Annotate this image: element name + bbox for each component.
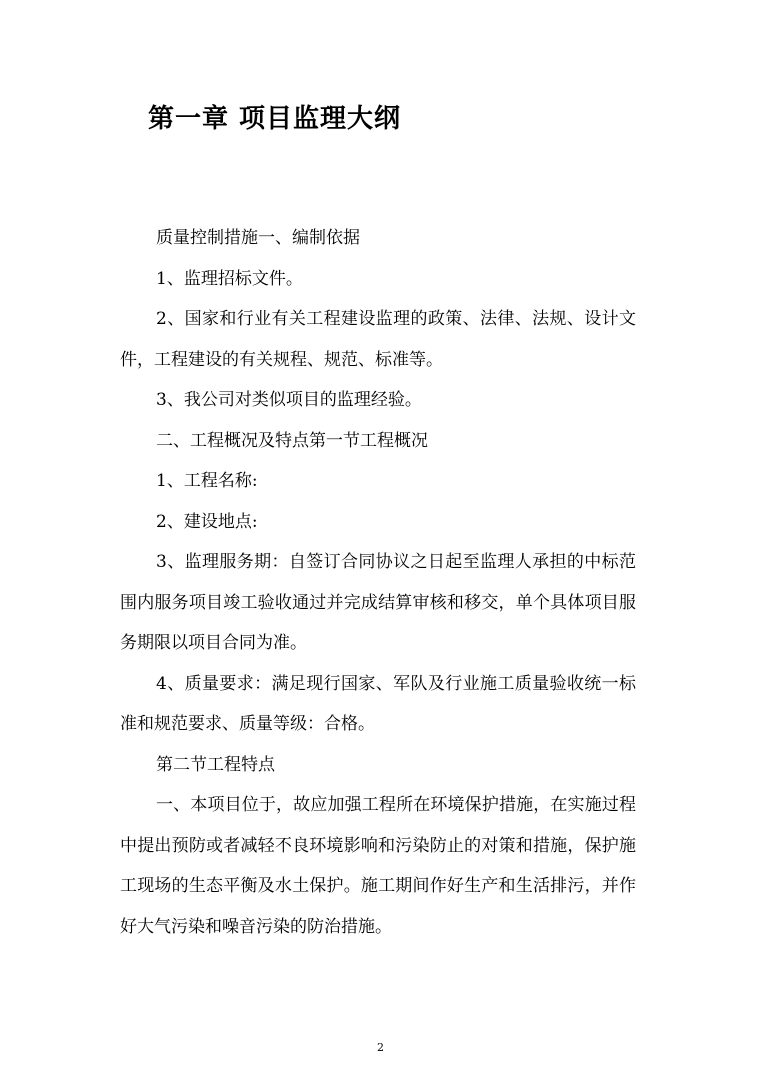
paragraph-features-1: 一、本项目位于，故应加强工程所在环境保护措施，在实施过程中提出预防或者减轻不良环境影响和污染防止的对策和措施，保护施工现场的生态平衡及水土保护。施工期间作好生产和生活排污，并作好大气污染和噪音污染的防治措施。 bbox=[120, 795, 636, 937]
paragraph-location: 2、建设地点: bbox=[156, 511, 258, 532]
paragraph-basis-1: 1、监理招标文件。 bbox=[156, 268, 303, 289]
paragraph-features-heading: 第二节工程特点 bbox=[156, 754, 275, 775]
paragraph-basis-heading: 质量控制措施一、编制依据 bbox=[156, 228, 360, 248]
paragraph-basis-3: 3、我公司对类似项目的监理经验。 bbox=[156, 390, 422, 410]
paragraph-project-name: 1、工程名称: bbox=[156, 471, 258, 491]
paragraph-overview-heading: 二、工程概况及特点第一节工程概况 bbox=[156, 430, 428, 451]
page-number: 2 bbox=[377, 1041, 384, 1054]
paragraph-service-period: 3、监理服务期：自签订合同协议之日起至监理人承担的中标范围内服务项目竣工验收通过并完成结算审核和移交，单个具体项目服务期限以项目合同为准。 bbox=[120, 552, 636, 653]
paragraph-basis-2: 2、国家和行业有关工程建设监理的政策、法律、法规、设计文件，工程建设的有关规程、规范、标准等。 bbox=[120, 309, 636, 370]
body-text bbox=[120, 218, 636, 947]
paragraph-quality-requirement: 4、质量要求：满足现行国家、军队及行业施工质量验收统一标准和规范要求、质量等级：合格。 bbox=[120, 673, 636, 734]
chapter-title: 第一章 项目监理大纲 bbox=[148, 104, 402, 134]
